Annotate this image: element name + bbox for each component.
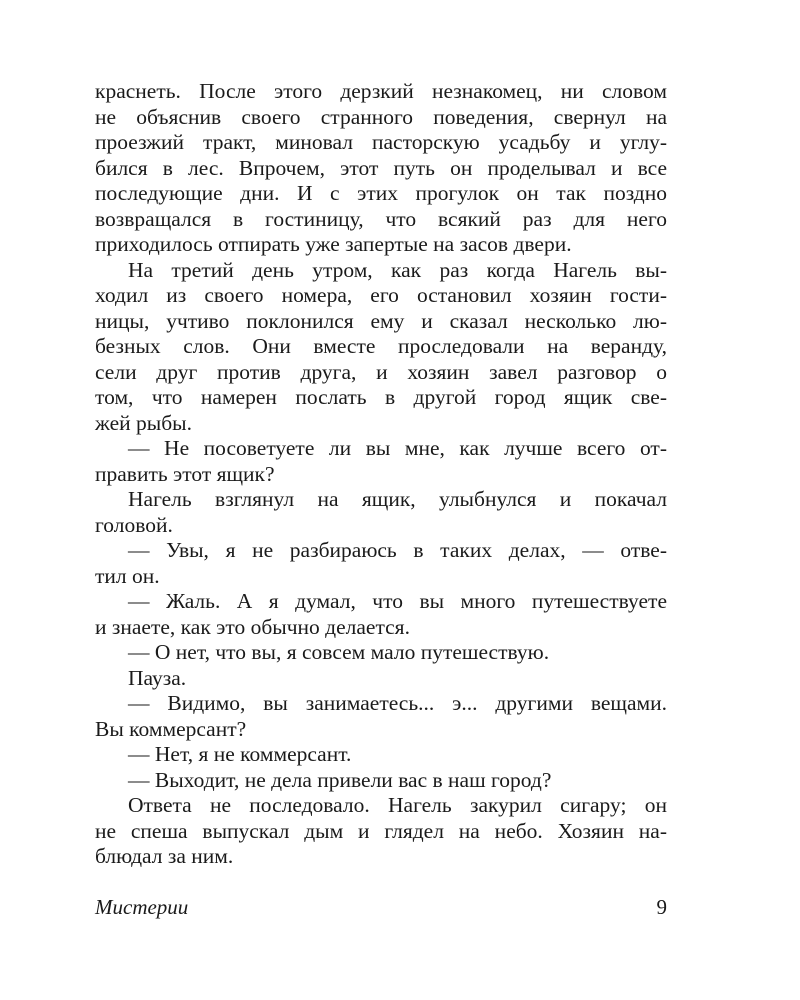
text-line: не спеша выпускал дым и глядел на небо. Хозяин на-	[95, 818, 667, 843]
text-line: головой.	[95, 512, 173, 537]
text-line: краснеть. После этого дерзкий незнакомец, ни словом	[95, 79, 667, 103]
text-line: возвращался в гостиницу, что всякий раз для него	[95, 206, 667, 231]
text-line: приходилось отпирать уже запертые на засов двери.	[95, 232, 572, 256]
text-line: Пауза.	[128, 665, 187, 690]
dialogue-line: — О нет, что вы, я совсем мало путешествую.	[128, 640, 550, 664]
text-line: править этот ящик?	[95, 461, 275, 486]
text-line: блюдал за ним.	[95, 844, 234, 868]
text-line: и знаете, как это обычно делается.	[95, 614, 410, 639]
text-line: последующие дни. И с этих прогулок он так поздно	[95, 181, 667, 205]
text-line: бился в лес. Впрочем, этот путь он проделывал и все	[95, 155, 667, 180]
page-number: 9	[656, 895, 667, 919]
text-line: жей рыбы.	[95, 410, 192, 435]
dialogue-line: — Выходит, не дела привели вас в наш город?	[128, 767, 552, 792]
text-line: ницы, учтиво поклонился ему и сказал несколько лю-	[95, 308, 667, 333]
running-footer-title: Мистерии	[95, 895, 189, 919]
text-line: тил он.	[95, 563, 160, 588]
dialogue-line: — Видимо, вы занимаетесь... э... другими вещами.	[128, 691, 667, 715]
text-line: Ответа не последовало. Нагель закурил сигару; он	[128, 793, 667, 817]
dialogue-line: — Увы, я не разбираюсь в таких делах, — отве-	[128, 538, 667, 562]
dialogue-line: — Жаль. А я думал, что вы много путешествуете	[128, 589, 667, 613]
text-line: сели друг против друга, и хозяин завел разговор о	[95, 359, 667, 384]
text-line: Нагель взглянул на ящик, улыбнулся и покачал	[128, 487, 667, 511]
text-line: На третий день утром, как раз когда Нагель вы-	[128, 257, 667, 282]
text-line: Вы коммерсант?	[95, 716, 247, 741]
dialogue-line: — Нет, я не коммерсант.	[128, 742, 352, 766]
text-line: безных слов. Они вместе проследовали на веранду,	[95, 334, 667, 358]
dialogue-line: — Не посоветуете ли вы мне, как лучше всего от-	[128, 436, 667, 460]
text-line: ходил из своего номера, его остановил хозяин гости-	[95, 283, 667, 307]
text-line: том, что намерен послать в другой город ящик све-	[95, 385, 667, 409]
text-line: проезжий тракт, миновал пасторскую усадьбу и углу-	[95, 130, 667, 154]
text-line: не объяснив своего странного поведения, свернул на	[95, 104, 667, 129]
